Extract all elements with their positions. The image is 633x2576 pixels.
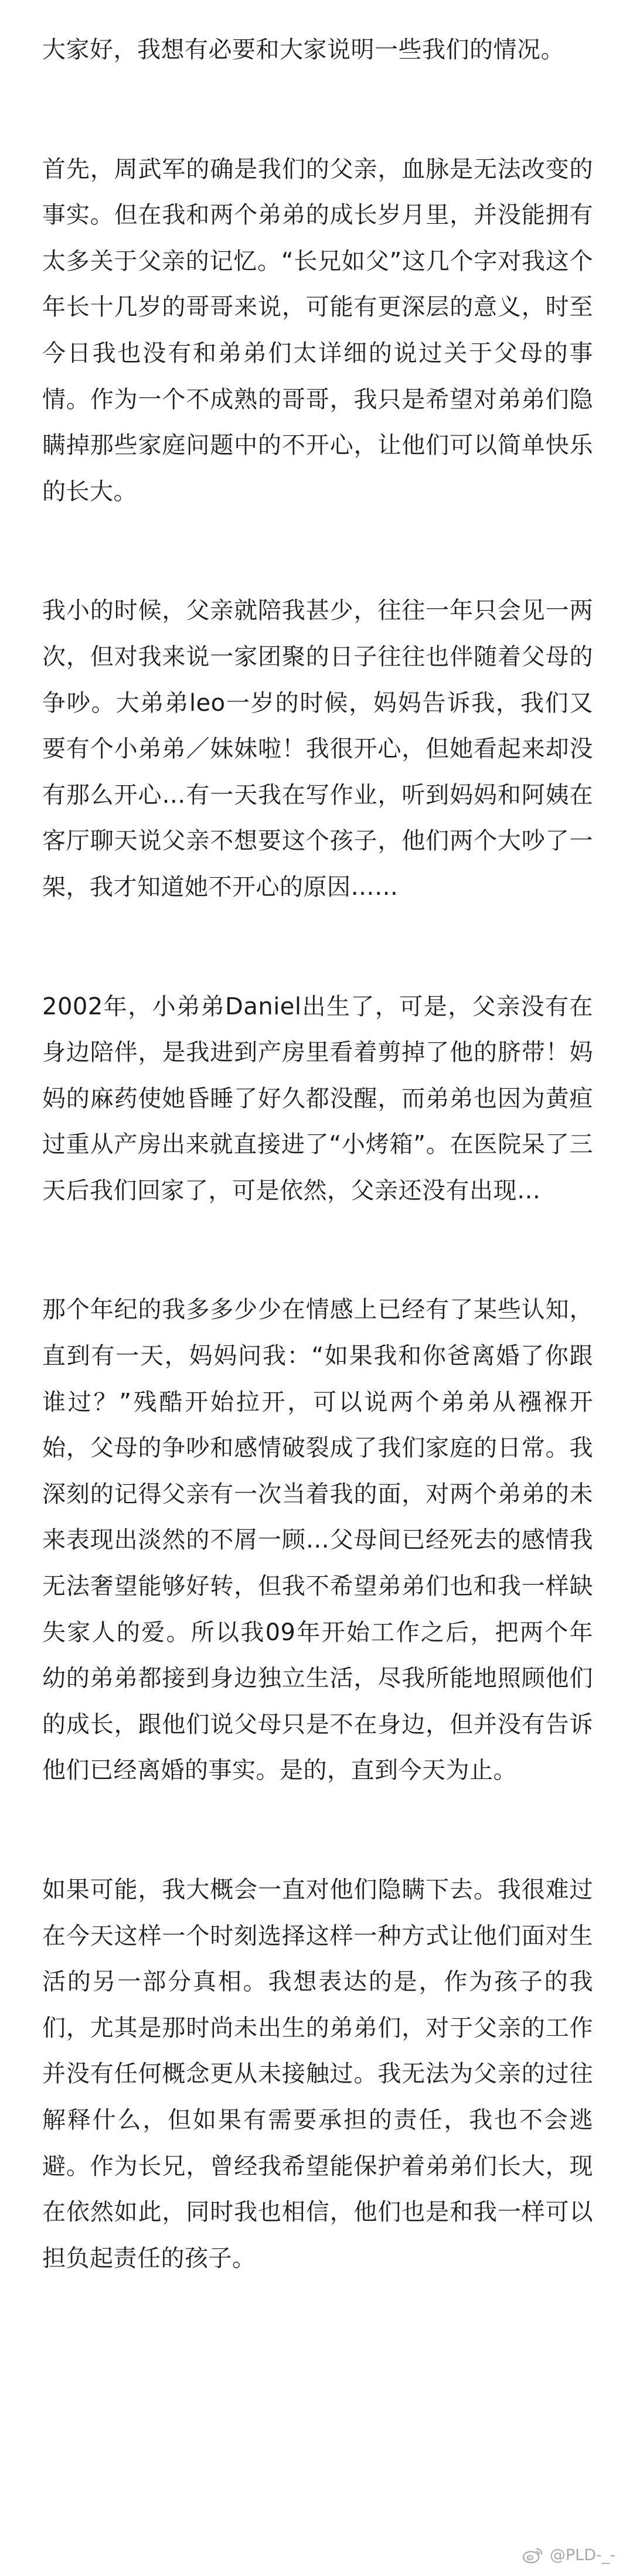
paragraph-2: 首先，周武军的确是我们的父亲，血脉是无法改变的事实。但在我和两个弟弟的成长岁月里，并没能拥有太多关于父亲的记忆。“长兄如父”这几个字对我这个年长十几岁的哥哥来说，可能有更深层的意义，时至今日我也没有和弟弟们太详细的说过关于父母的事情。作为一个不成熟的哥哥，我只是希望对弟弟们隐瞒掉那些家庭问题中的不开心，让他们可以简单快乐的长大。 (42, 155, 593, 505)
paragraph-5: 那个年纪的我多多少少在情感上已经有了某些认知，直到有一天，妈妈问我：“如果我和你爸离婚了你跟谁过？”残酷开始拉开，可以说两个弟弟从襁褓开始，父母的争吵和感情破裂成了我们家庭的日常。我深刻的记得父亲有一次当着我的面，对两个弟弟的未来表现出淡然的不屑一顾…父母间已经死去的感情我无法奢望能够好转，但我不希望弟弟们也和我一样缺失家人的爱。所以我09年开始工作之后，把两个年幼的弟弟都接到身边独立生活，尽我所能地照顾他们的成长，跟他们说父母只是不在身边，但并没有告诉他们已经离婚的事实。是的，直到今天为止。 (42, 1296, 593, 1784)
watermark (522, 2542, 615, 2568)
watermark-text: @PLD-_- (549, 2546, 615, 2564)
paragraph-1: 大家好，我想有必要和大家说明一些我们的情况。 (42, 36, 564, 63)
post-body (42, 27, 593, 2281)
paragraph-3: 我小的时候，父亲就陪我甚少，往往一年只会见一两次，但对我来说一家团聚的日子往往也伴随着父母的争吵。大弟弟leo一岁的时候，妈妈告诉我，我们又要有个小弟弟／妹妹啦！我很开心，但她看起来却没有那么开心…有一天我在写作业，听到妈妈和阿姨在客厅聊天说父亲不想要这个孩子，他们两个大吵了一架，我才知道她不开心的原因…… (42, 597, 593, 901)
weibo-logo-icon (522, 2546, 544, 2564)
paragraph-4: 2002年，小弟弟Daniel出生了，可是，父亲没有在身边陪伴，是我进到产房里看着剪掉了他的脐带！妈妈的麻药使她昏睡了好久都没醒，而弟弟也因为黄疸过重从产房出来就直接进了“小烤箱”。在医院呆了三天后我们回家了，可是依然，父亲还没有出现… (42, 993, 593, 1204)
paragraph-6: 如果可能，我大概会一直对他们隐瞒下去。我很难过在今天这样一个时刻选择这样一种方式让他们面对生活的另一部分真相。我想表达的是，作为孩子的我们，尤其是那时尚未出生的弟弟们，对于父亲的工作并没有任何概念更从未接触过。我无法为父亲的过往解释什么，但如果有需要承担的责任，我也不会逃避。作为长兄，曾经我希望能保护着弟弟们长大，现在依然如此，同时我也相信，他们也是和我一样可以担负起责任的孩子。 (42, 1876, 593, 2272)
